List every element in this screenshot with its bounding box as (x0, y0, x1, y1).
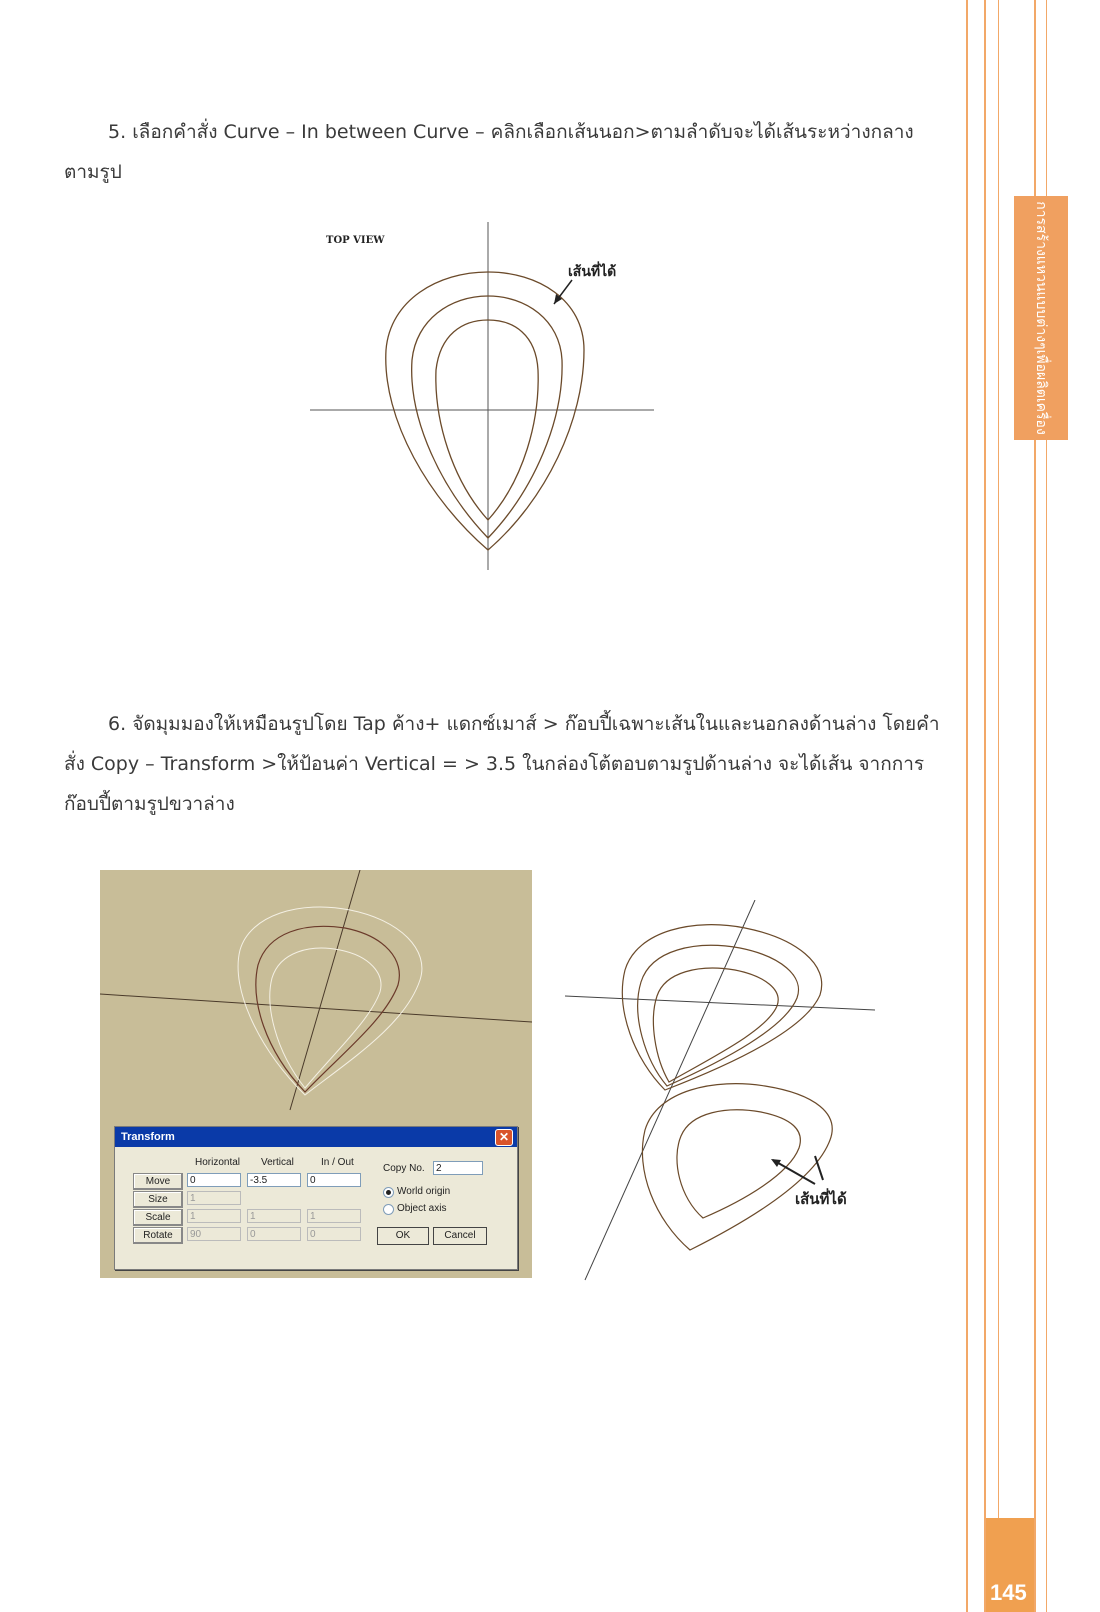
copy-no-label: Copy No. (383, 1163, 425, 1174)
ok-button[interactable]: OK (377, 1227, 429, 1245)
inout-column-header: In / Out (321, 1157, 354, 1168)
step-6-text: จัดมุมมองให้เหมือนรูปโดย Tap ค้าง+ แดกซ์เมาส์ > ก๊อบปี้เฉพาะเส้นในและนอกลงด้านล่าง โดยคำสั่ง Copy – Transform >ให้ป้อนค่า Vertical = > 3.5 ในกล่องโต้ตอบตามรูปด้านล่าง จะได้เส้น จากการก๊อบปี้ตามรูปขวาล่าง (64, 713, 940, 815)
cancel-button[interactable]: Cancel (433, 1227, 487, 1245)
step-6-number: 6. (108, 713, 127, 735)
dialog-titlebar[interactable] (115, 1127, 517, 1147)
rotate-vertical-input[interactable]: 0 (247, 1227, 301, 1241)
horizontal-axis (565, 996, 875, 1010)
page-number: 145 (990, 1580, 1027, 1605)
transform-dialog (114, 1126, 518, 1270)
horizontal-column-header: Horizontal (195, 1157, 241, 1168)
top-view-label: TOP VIEW (326, 235, 385, 246)
move-vertical-input[interactable]: -3.5 (247, 1173, 301, 1187)
step-5-number: 5. (108, 121, 127, 143)
vertical-column-header: Vertical (261, 1157, 294, 1168)
top-view-figure (310, 220, 670, 590)
horizontal-axis (100, 994, 532, 1022)
scale-horizontal-input[interactable]: 1 (187, 1209, 241, 1223)
chapter-side-tab (1014, 196, 1068, 440)
size-horizontal-input[interactable]: 1 (187, 1191, 241, 1205)
upper-middle-curve (638, 945, 799, 1086)
scale-vertical-input[interactable]: 1 (247, 1209, 301, 1223)
object-axis-label: Object axis (397, 1203, 447, 1214)
margin-line (984, 0, 986, 1612)
step-6-paragraph (64, 704, 944, 824)
scale-button[interactable]: Scale (133, 1209, 183, 1226)
result-line-label: เส้นที่ได้ (795, 1190, 847, 1208)
size-button[interactable]: Size (133, 1191, 183, 1208)
rotate-inout-input[interactable]: 0 (307, 1227, 361, 1241)
scale-inout-input[interactable]: 1 (307, 1209, 361, 1223)
dialog-title: Transform (121, 1131, 175, 1143)
copy-result-figure (565, 900, 905, 1290)
inner-curve (270, 948, 381, 1088)
close-button[interactable]: ✕ (495, 1129, 513, 1146)
vertical-axis (290, 870, 360, 1110)
world-origin-label: World origin (397, 1186, 451, 1197)
margin-line (998, 0, 999, 1612)
margin-line (966, 0, 968, 1612)
result-line-label: เส้นที่ได้ (568, 264, 617, 280)
copy-no-input[interactable]: 2 (433, 1161, 483, 1175)
step-5-paragraph (64, 112, 944, 192)
world-origin-radio[interactable] (383, 1187, 394, 1198)
move-inout-input[interactable]: 0 (307, 1173, 361, 1187)
middle-curve (412, 296, 562, 538)
move-horizontal-input[interactable]: 0 (187, 1173, 241, 1187)
rotate-button[interactable]: Rotate (133, 1227, 183, 1244)
lower-outer-curve (642, 1084, 832, 1250)
move-button[interactable]: Move (133, 1173, 183, 1190)
upper-inner-curve (653, 968, 778, 1082)
outer-curve (386, 272, 584, 550)
object-axis-radio[interactable] (383, 1204, 394, 1215)
chapter-title: การสร้างแหวนแบบต่างๆเพื่อผลิตเครื่อง (1033, 201, 1049, 435)
vertical-axis (585, 900, 755, 1280)
software-screenshot (100, 870, 532, 1278)
rotate-horizontal-input[interactable]: 90 (187, 1227, 241, 1241)
step-5-text: เลือกคำสั่ง Curve – In between Curve – คลิกเลือกเส้นนอก>ตามลำดับจะได้เส้นระหว่างกลาง ตามรูป (64, 121, 914, 183)
